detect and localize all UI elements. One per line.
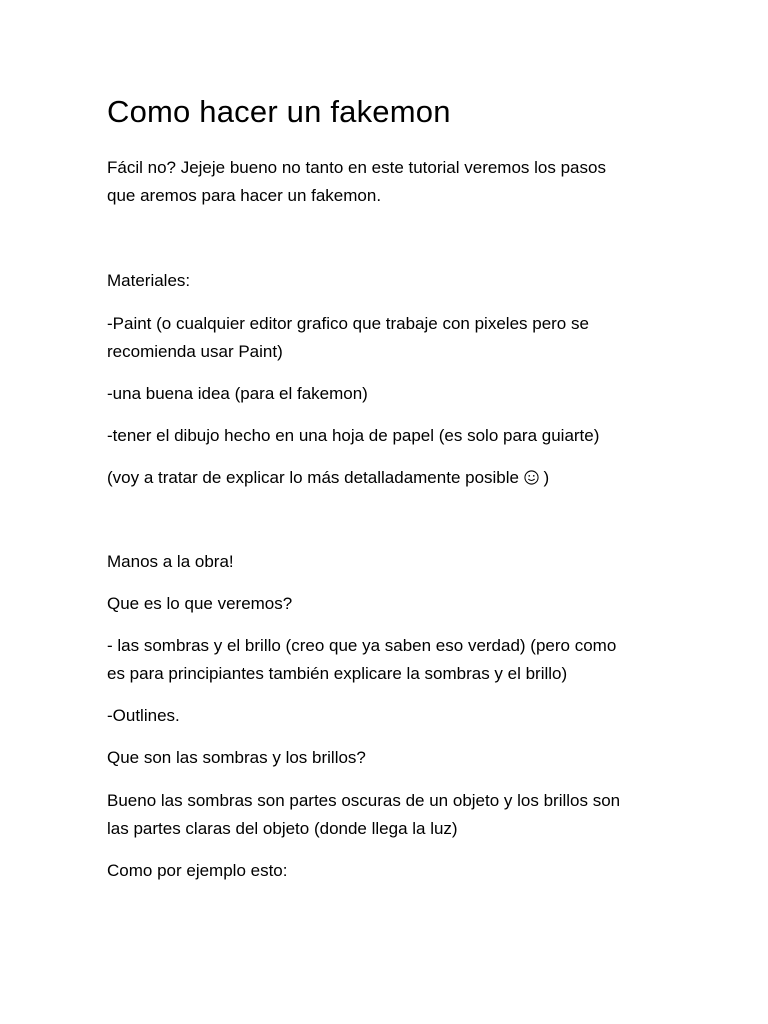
topic-line: es para principiantes también explicare la sombras y el brillo) [107,664,568,683]
topic-outlines: -Outlines. [107,706,180,725]
question-shadows: Que son las sombras y los brillos? [107,748,366,767]
topic-shadows [107,632,616,688]
materials-heading: Materiales: [107,271,191,290]
document-title: Como hacer un fakemon [107,94,451,129]
smiley-face-icon [524,470,539,485]
materials-item-line: -Paint (o cualquier editor grafico que trabaje con pixeles pero se [107,314,589,333]
intro-line: Fácil no? Jejeje bueno no tanto en este tutorial veremos los pasos [107,158,606,177]
answer-line: Bueno las sombras son partes oscuras de un objeto y los brillos son [107,791,621,810]
manos-heading: Manos a la obra! [107,552,234,571]
topic-line: - las sombras y el brillo (creo que ya saben eso verdad) (pero como [107,636,617,655]
example-line: Como por ejemplo esto: [107,861,288,880]
note-text: (voy a tratar de explicar lo más detalladamente posible [107,468,524,487]
intro-paragraph [107,154,606,210]
materials-item-paint [107,310,589,366]
answer-line: las partes claras del objeto (donde llega la luz) [107,819,458,838]
materials-item-drawing: -tener el dibujo hecho en una hoja de papel (es solo para guiarte) [107,426,600,445]
note-text-end: ) [538,468,550,487]
answer-paragraph [107,787,620,843]
materials-item-idea: -una buena idea (para el fakemon) [107,384,368,403]
intro-line: que aremos para hacer un fakemon. [107,186,382,205]
question-what-we-see: Que es lo que veremos? [107,594,293,613]
note-paragraph [107,464,549,492]
materials-item-line: recomienda usar Paint) [107,342,283,361]
